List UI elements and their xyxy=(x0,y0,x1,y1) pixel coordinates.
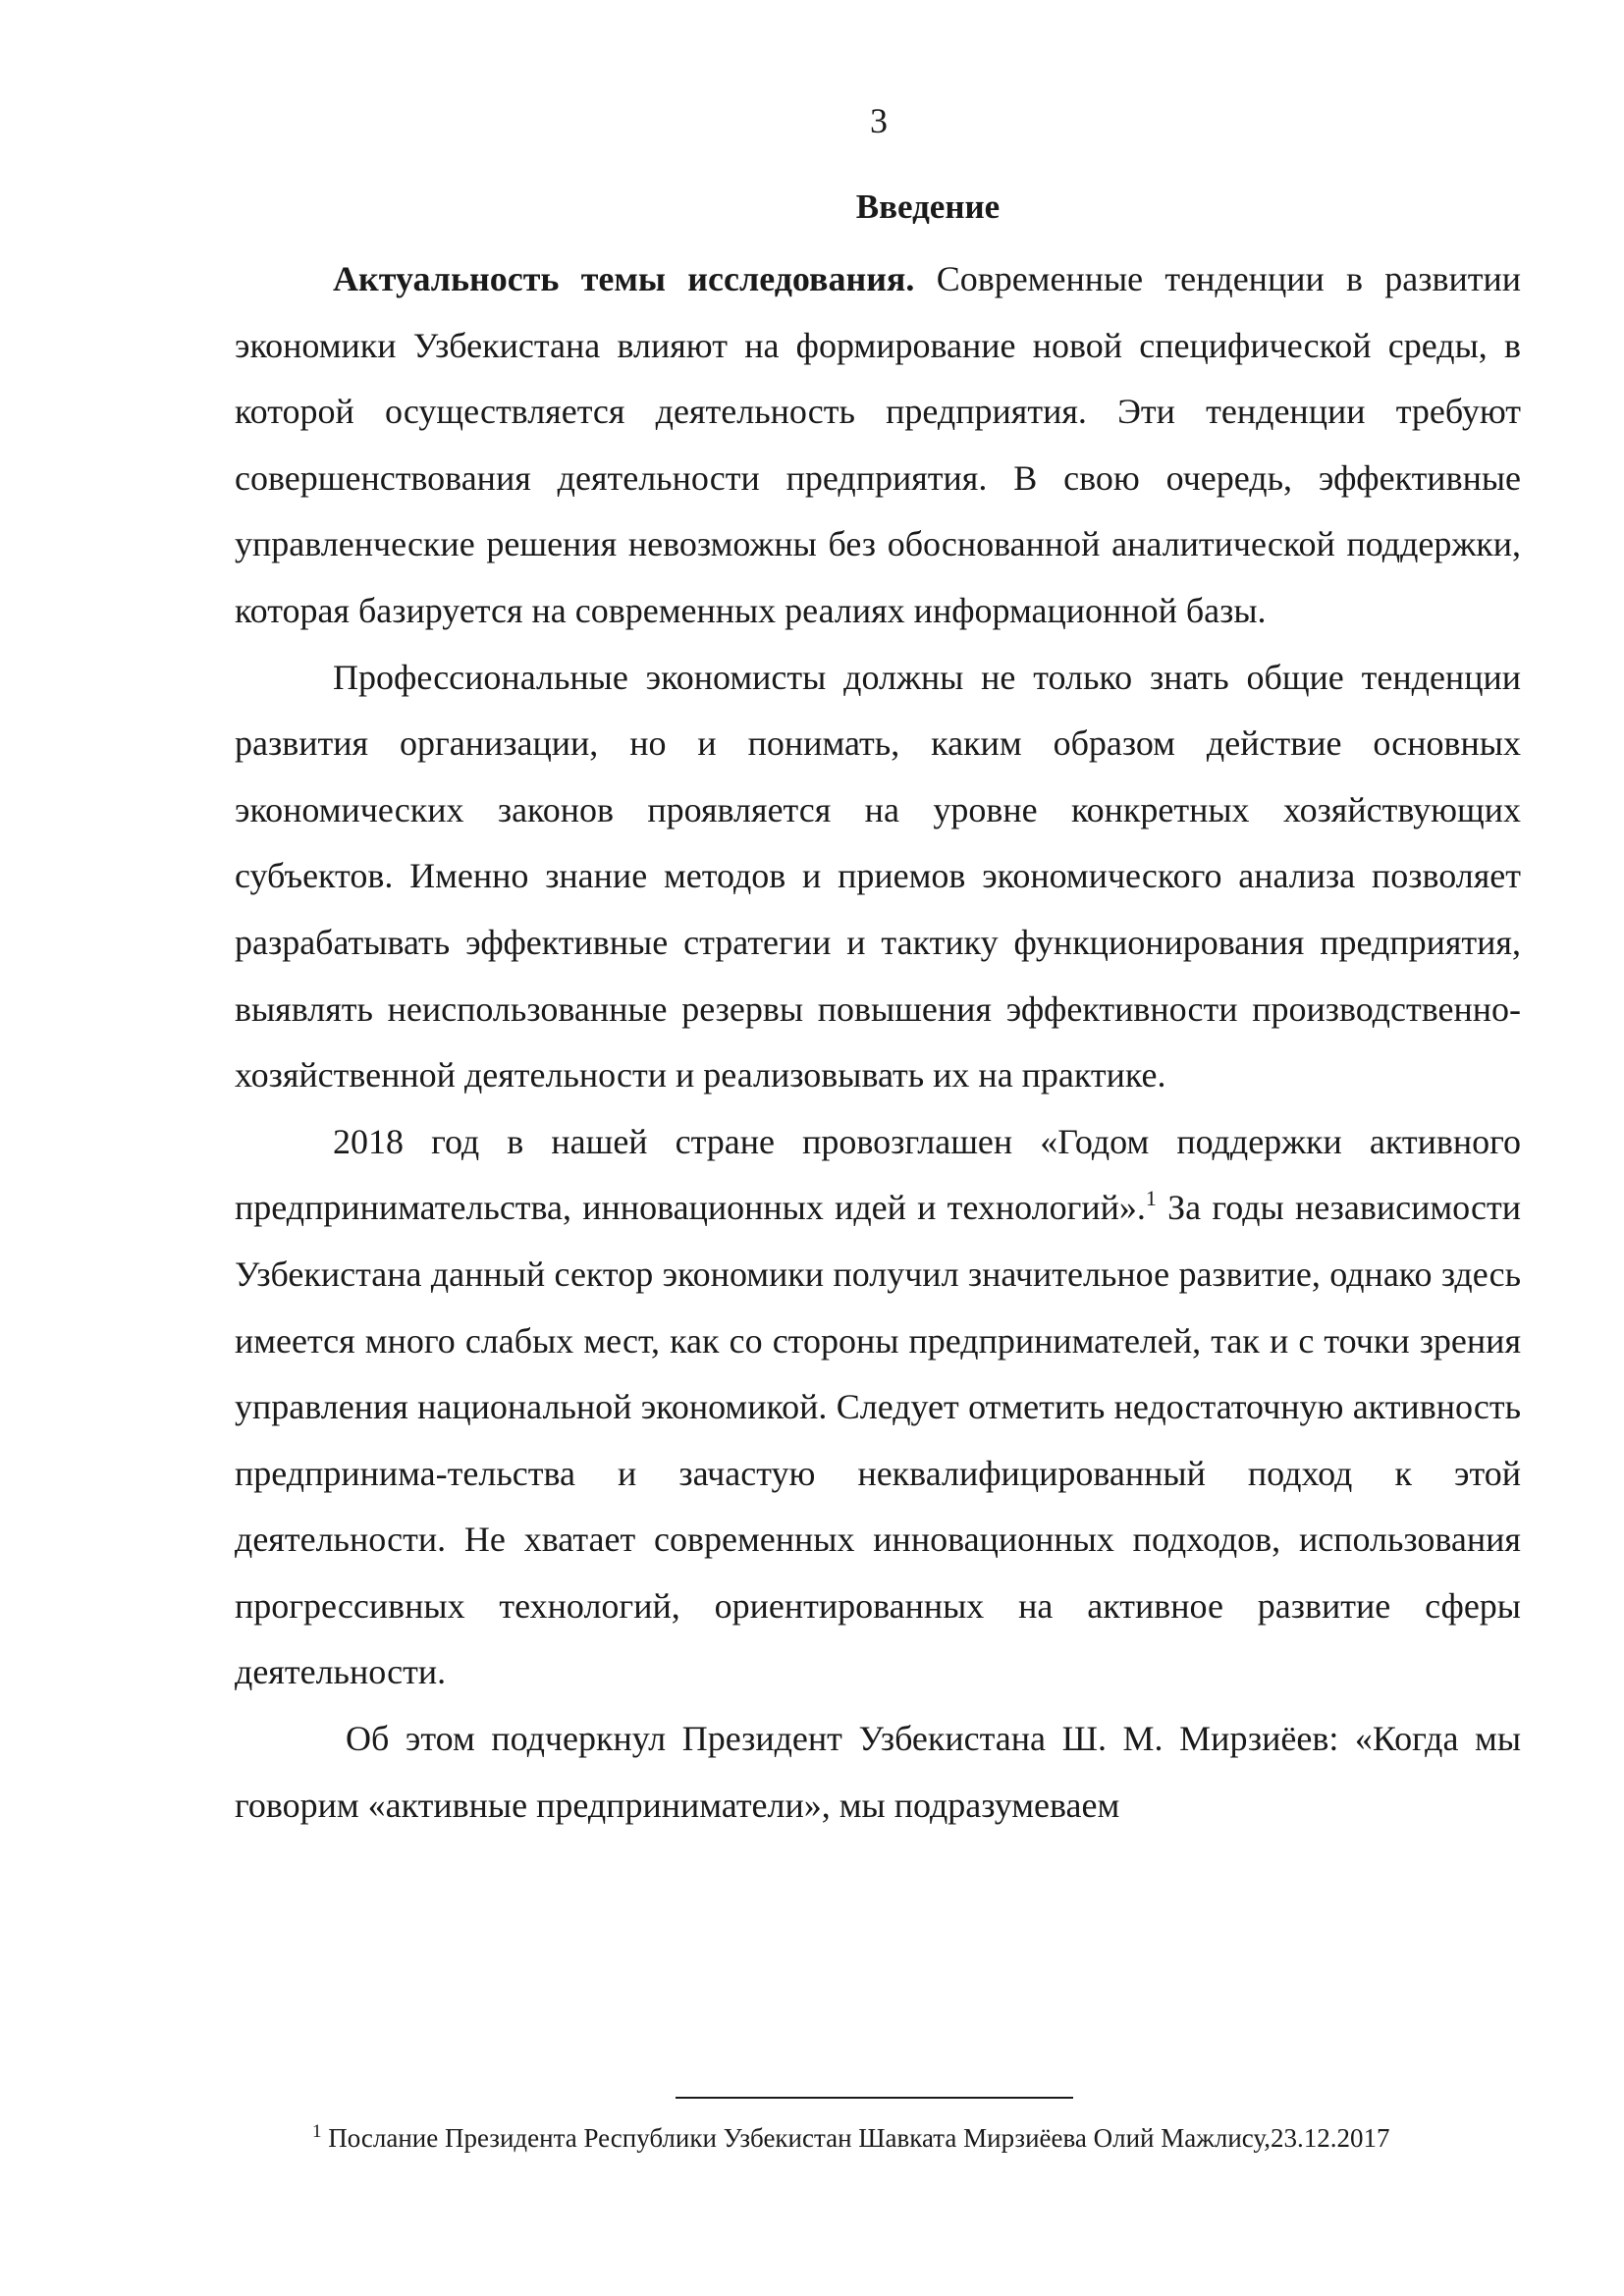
footnote-text: Послание Президента Республики Узбекистан Шавката Мирзиёева Олий Мажлису,23.12.2017 xyxy=(321,2123,1390,2153)
paragraph-economists xyxy=(235,645,1521,1109)
paragraph-2018 xyxy=(235,1109,1521,1706)
paragraph-president xyxy=(235,1706,1521,1839)
footnote-marker: 1 xyxy=(312,2121,322,2142)
paragraph-text: Об этом подчеркнул Президент Узбекистана Ш. М. Мирзиёев: «Когда мы говорим «активные предприниматели», мы подразумеваем xyxy=(235,1719,1521,1825)
paragraph-text: Современные тенденции в развитии экономики Узбекистана влияют на формирование новой специфической среды, в которой осуществляется деятельность предприятия. Эти тенденции требуют совершенствования деятельности предприятия. В свою очередь, эффективные управленческие решения невозможны без обоснованной аналитической поддержки, которая базируется на современных реалиях информационной базы. xyxy=(235,259,1521,630)
body-text xyxy=(235,246,1521,1839)
paragraph-text: 2018 год в нашей стране провозглашен «Годом поддержки активного предпринимательства, инновационных идей и технологий». xyxy=(235,1121,1521,1228)
section-heading: Введение xyxy=(855,187,1001,226)
paragraph-lead: Актуальность темы исследования. xyxy=(333,259,915,298)
footnote-reference[interactable]: 1 xyxy=(1145,1186,1157,1211)
paragraph-relevance xyxy=(235,246,1521,645)
footnote-separator xyxy=(676,2097,1073,2099)
paragraph-text: Профессиональные экономисты должны не только знать общие тенденции развития организации, но и понимать, каким образом действие основных экономических законов проявляется на уровне конкретных хозяйствующих субъектов. Именно знание методов и приемов экономического анализа позволяет разрабатывать эффективные стратегии и тактику функционирования предприятия, выявлять неиспользованные резервы повышения эффективности производственно-хозяйственной деятельности и реализовывать их на практике. xyxy=(235,657,1521,1095)
footnote xyxy=(312,2120,1490,2156)
paragraph-text: За годы независимости Узбекистана данный сектор экономики получил значительное развитие, однако здесь имеется много слабых мест, как со стороны предпринимателей, так и с точки зрения управления национальной экономикой. Следует отметить недостаточную активность предпринима-тельства и зачастую неквалифицированный подход к этой деятельности. Не хватает современных инновационных подходов, использования прогрессивных технологий, ориентированных на активное развитие сферы деятельности. xyxy=(235,1188,1521,1692)
page-number: 3 xyxy=(870,101,888,140)
